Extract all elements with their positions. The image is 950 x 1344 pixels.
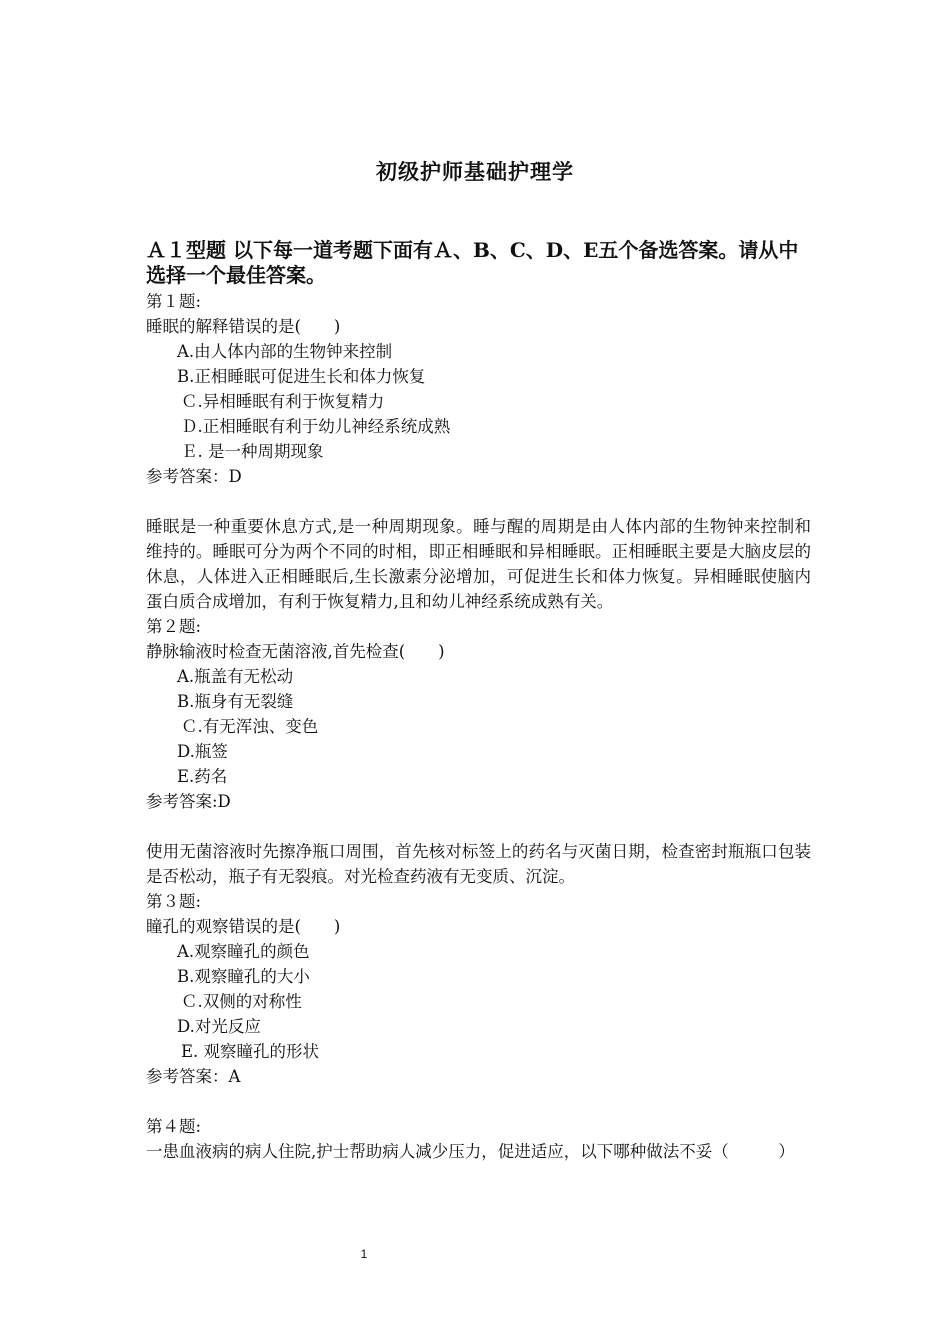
option-b: B.观察瞳孔的大小	[177, 967, 310, 986]
reference-answer: 参考答案：D	[146, 467, 242, 486]
question-4	[146, 1114, 811, 1164]
option-d: D.瓶签	[177, 742, 228, 761]
question-number: 第４题:	[146, 1117, 202, 1136]
question-number: 第２题:	[146, 617, 202, 636]
blank-line	[146, 1089, 811, 1114]
option-c: Ｃ.双侧的对称性	[181, 992, 302, 1011]
question-3	[146, 889, 811, 1114]
option-b: B.正相睡眠可促进生长和体力恢复	[177, 367, 426, 386]
option-d: D.对光反应	[177, 1017, 261, 1036]
reference-answer: 参考答案：A	[146, 1067, 241, 1086]
question-list	[146, 289, 811, 1164]
reference-answer: 参考答案:D	[146, 792, 231, 811]
option-a: A.瓶盖有无松动	[177, 667, 294, 686]
question-stem: 一患血液病的病人住院,护士帮助病人减少压力，促进适应，以下哪种做法不妥（ ）	[146, 1142, 795, 1161]
blank-line	[146, 489, 811, 514]
option-c: Ｃ.异相睡眠有利于恢复精力	[181, 392, 385, 411]
option-d: Ｄ.正相睡眠有利于幼儿神经系统成熟	[181, 417, 451, 436]
option-e: Ｅ. 是一种周期现象	[181, 442, 324, 461]
question-stem: 静脉输液时检查无菌溶液,首先检查( )	[146, 642, 445, 661]
page-number: 1	[360, 1247, 368, 1261]
question-stem: 瞳孔的观察错误的是( )	[146, 917, 341, 936]
question-1	[146, 289, 811, 614]
section-heading: Ａ１型题 以下每一道考题下面有Ａ、B、C、D、E五个备选答案。请从中选择一个最佳答案。	[146, 238, 799, 287]
answer-explanation: 睡眠是一种重要休息方式,是一种周期现象。睡与醒的周期是由人体内部的生物钟来控制和维持的。睡眠可分为两个不同的时相，即正相睡眠和异相睡眠。正相睡眠主要是大脑皮层的休息，人体进入正相睡眠后,生长激素分泌增加，可促进生长和体力恢复。异相睡眠使脑内蛋白质合成增加，有利于恢复精力,且和幼儿神经系统成熟有关。	[146, 517, 811, 611]
blank-line	[146, 814, 811, 839]
answer-explanation: 使用无菌溶液时先擦净瓶口周围，首先核对标签上的药名与灭菌日期，检查密封瓶瓶口包装是否松动，瓶子有无裂痕。对光检查药液有无变质、沉淀。	[146, 842, 811, 886]
option-c: Ｃ.有无浑浊、变色	[181, 717, 319, 736]
option-a: A.观察瞳孔的颜色	[177, 942, 310, 961]
option-e: E. 观察瞳孔的形状	[181, 1042, 320, 1061]
question-2	[146, 614, 811, 889]
option-a: A.由人体内部的生物钟来控制	[177, 342, 393, 361]
document-title: 初级护师基础护理学	[376, 159, 574, 184]
option-e: E.药名	[177, 767, 228, 786]
question-stem: 睡眠的解释错误的是( )	[146, 317, 341, 336]
question-number: 第１题:	[146, 292, 202, 311]
option-b: B.瓶身有无裂缝	[177, 692, 294, 711]
question-number: 第３题:	[146, 892, 202, 911]
